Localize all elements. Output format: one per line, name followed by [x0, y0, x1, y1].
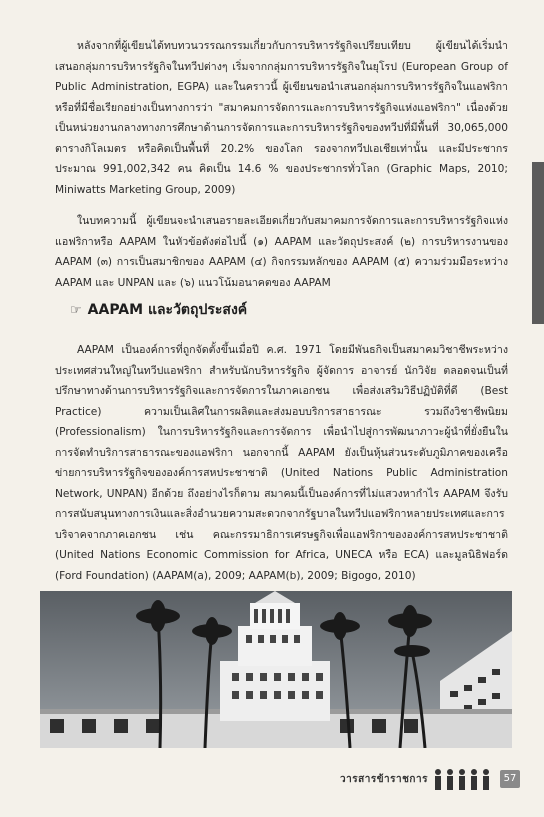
- city-hall-photo: [40, 591, 512, 748]
- outline-paragraph: ในบทความนี้ ผู้เขียนจะนำเสนอรายละเอียดเกี่ยวกับสมาคมการจัดการและการบริหารรัฐกิจแห่งแอฟริกาหรือ AAPAM ในหัวข้อดังต่อไปนี้ (๑) AAPAM และวัตถุประสงค์ (๒) การบริหารงานของ AAPAM (๓) การเป็นสมาชิกของ AAPAM (๔) กิจกรรมหลักของ AAPAM (๕) ความร่วมมือระหว่าง AAPAM และ UNPAN และ (๖) แนวโน้มอนาคตของ AAPAM: [55, 215, 508, 289]
- city-hall-illustration: [40, 591, 512, 748]
- section-heading-text: AAPAM และวัตถุประสงค์: [87, 302, 248, 318]
- pointing-hand-icon: ☞: [70, 302, 82, 318]
- intro-paragraph: หลังจากที่ผู้เขียนได้ทบทวนวรรณกรรมเกี่ยวกับการบริหารรัฐกิจเปรียบเทียบ ผู้เขียนได้เริ่มนำเสนอกลุ่มการบริหารรัฐกิจในทวีปต่างๆ เริ่มจากกลุ่มการบริหารรัฐกิจในยุโรป (European Group of Public Administration, EGPA) และในคราวนี้ ผู้เขียนขอนำเสนอกลุ่มการบริหารรัฐกิจในแอฟริกาหรือที่มีชื่อเรียกอย่างเป็นทางการว่า "สมาคมการจัดการและการบริหารรัฐกิจแห่งแอฟริกา" เนื่องด้วยเป็นหน่วยงานกลางทางการศึกษาด้านการจัดการและการบริหารรัฐกิจของทวีปที่มีพื้นที่ 30,065,000 ตารางกิโลเมตร หรือคิดเป็นพื้นที่ 20.2% ของโลก รองจากทวีปเอเชียเท่านั้น และมีประชากรประมาณ 991,002,342 คน คิดเป็น 14.6 % ของประชากรทั่วโลก (Graphic Maps, 2010; Miniwatts Marketing Group, 2009): [55, 40, 508, 196]
- section-heading: [70, 299, 247, 321]
- journal-name: วารสารข้าราชการ: [340, 773, 428, 785]
- page-number: 57: [500, 770, 520, 788]
- page-footer: [340, 766, 520, 792]
- aapam-paragraph: AAPAM เป็นองค์การที่ถูกจัดตั้งขึ้นเมื่อปี ค.ศ. 1971 โดยมีพันธกิจเป็นสมาคมวิชาชีพระหว่างประเทศส่วนใหญ่ในทวีปแอฟริกา สำหรับนักบริหารรัฐกิจ ผู้จัดการ อาจารย์ นักวิจัย ตลอดจนเป็นที่ปรึกษาทางด้านการบริหารรัฐกิจและการจัดการในภาคเอกชน เพื่อส่งเสริมวิธีปฏิบัติที่ดี (Best Practice) ความเป็นเลิศในการผลิตและส่งมอบบริการสาธารณะ รวมถึงวิชาชีพนิยม (Professionalism) ในการบริหารรัฐกิจและการจัดการ เพื่อนำไปสู่การพัฒนาภาวะผู้นำที่ยั่งยืนในการจัดทำบริการสาธารณะของแอฟริกา นอกจากนี้ AAPAM ยังเป็นหุ้นส่วนระดับภูมิภาคของเครือข่ายการบริหารรัฐกิจขององค์การสหประชาชาติ (United Nations Public Administration Network, UNPAN) อีกด้วย ถึงอย่างไรก็ตาม สมาคมนี้เป็นองค์การที่ไม่แสวงหากำไร AAPAM จึงรับการสนับสนุนทางการเงินและสิ่งอำนวยความสะดวกจากรัฐบาลในทวีปแอฟริกาหลายประเทศและการบริจาคจากภาคเอกชน เช่น คณะกรรมาธิการเศรษฐกิจเพื่อแอฟริกาขององค์การสหประชาชาติ (United Nations Economic Commission for Africa, UNECA หรือ ECA) และมูลนิธิฟอร์ด (Ford Foundation) (AAPAM(a), 2009; AAPAM(b), 2009; Bigogo, 2010): [55, 344, 508, 582]
- people-silhouettes-icon: [432, 768, 496, 790]
- side-tab: [532, 162, 544, 324]
